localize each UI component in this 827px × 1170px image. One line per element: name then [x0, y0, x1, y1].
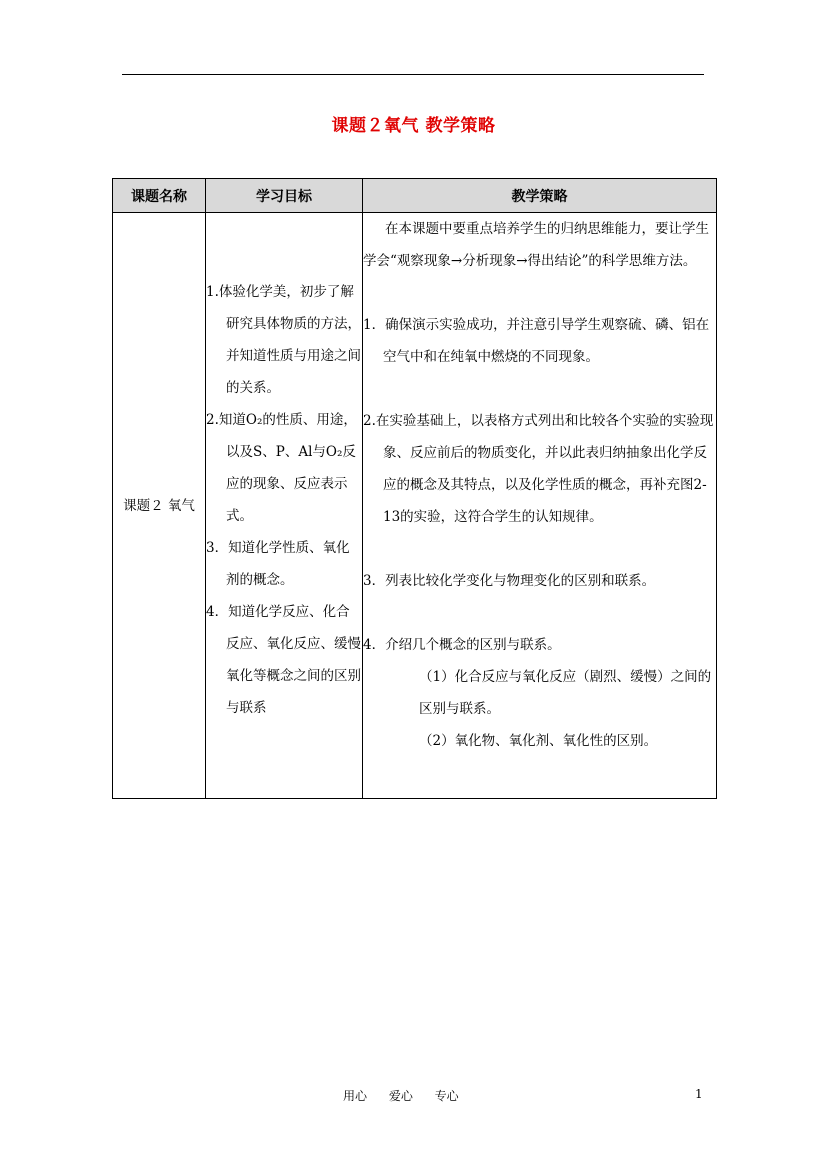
strategy-item-2: 2.在实验基础上，以表格方式列出和比较各个实验的实验现象、反应前后的物质变化，并以此表归纳抽象出化学反应的概念及其特点，以及化学性质的概念，再补充图2-13的实验，这符合学生的认知规律。: [363, 413, 714, 525]
strategy-item-3: 3．列表比较化学变化与物理变化的区别和联系。: [363, 573, 656, 589]
strategy-item-1: 1．确保演示实验成功，并注意引导学生观察硫、磷、铝在空气中和在纯氧中燃烧的不同现象。: [363, 317, 710, 365]
strategies-cell: [363, 213, 717, 799]
goal-item-4: 4．知道化学反应、化合反应、氧化反应、缓慢氧化等概念之间的区别与联系: [206, 604, 361, 716]
topic-name-cell: 课题２ 氧气: [113, 213, 206, 799]
strategy-intro: 在本课题中要重点培养学生的归纳思维能力，要让学生学会“观察现象→分析现象→得出结论”的科学思维方法。: [363, 221, 709, 269]
header-rule: [122, 74, 704, 75]
strategy-item-4: 4．介绍几个概念的区别与联系。: [363, 637, 561, 653]
strategy-sub-item-1: （1）化合反应与氧化反应（剧烈、缓慢）之间的区别与联系。: [419, 669, 712, 717]
header-strategies: 教学策略: [363, 179, 717, 213]
table-row: [113, 213, 717, 799]
strategy-sub-item-2: （2）氧化物、氧化剂、氧化性的区别。: [419, 733, 658, 749]
page-number: 1: [695, 1087, 703, 1101]
goal-item-1: 1.体验化学美，初步了解研究具体物质的方法，并知道性质与用途之间的关系。: [206, 284, 361, 396]
goals-cell: [206, 213, 363, 799]
header-goals: 学习目标: [206, 179, 363, 213]
page-title: 课题２氧气 教学策略: [331, 116, 496, 136]
header-topic-name: 课题名称: [113, 179, 206, 213]
goal-item-3: 3．知道化学性质、氧化剂的概念。: [206, 540, 350, 588]
strategy-table: [112, 178, 717, 799]
table-header-row: [113, 179, 717, 213]
goal-item-2: 2.知道O₂的性质、用途，以及S、P、Al与O₂反应的现象、反应表示式。: [206, 412, 357, 524]
footer-motto: 用心 爱心 专心: [343, 1089, 459, 1103]
